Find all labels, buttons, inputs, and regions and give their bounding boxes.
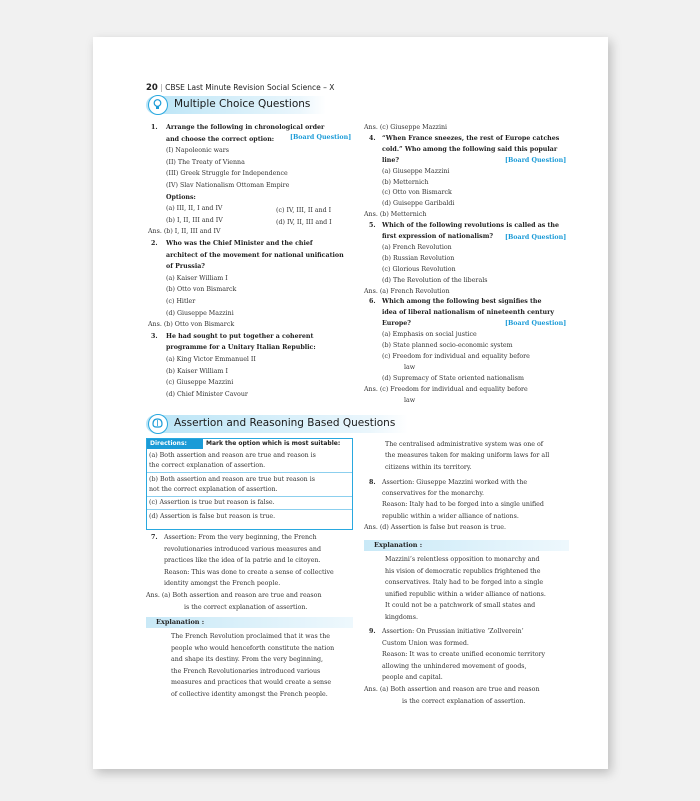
question-line: programme for a Unitary Italian Republic: — [166, 344, 316, 352]
arb-section-title: Assertion and Reasoning Based Questions — [174, 417, 396, 429]
explanation-line: the French Revolutionaries introduced various — [171, 667, 321, 675]
q1-option-d: (d) IV, II, III and I — [276, 219, 332, 226]
question-line: line? — [382, 156, 400, 164]
assertion-line: is the correct explanation of assertion. — [402, 697, 526, 705]
question-line: (b) Otto von Bismarck — [166, 286, 237, 294]
direction-option: (b) Both assertion and reason are true but reason is — [149, 476, 315, 483]
assertion-line: Ans. (a) Both assertion and reason are true and reason — [146, 592, 322, 599]
explanation-line: The French Revolution proclaimed that it was the — [171, 633, 330, 640]
question-line: cold.” Who among the following said this popular — [382, 145, 558, 153]
question-line: law — [404, 363, 416, 371]
question-line: (a) Kaiser William I — [166, 274, 228, 282]
assertion-line: Reason: Italy had to be forged into a single unified — [382, 501, 544, 509]
question-line: (III) Greek Struggle for Independence — [166, 170, 288, 178]
question-line: (d) Guiseppe Garibaldi — [382, 200, 455, 208]
page-number: 20 — [146, 83, 158, 93]
assertion-line: Reason: It was to create unified economic territory — [382, 651, 546, 659]
explanation-line: measures and practices that would create a sense — [171, 679, 332, 687]
question-line: (d) Chief Minister Cavour — [166, 390, 248, 398]
assertion-line: 7. — [151, 534, 158, 541]
brain-icon — [148, 414, 168, 434]
question-line: Ans. (c) Giuseppe Mazzini — [364, 124, 448, 131]
directions-text: Mark the option which is most suitable: — [206, 440, 341, 447]
bulb-icon — [148, 95, 168, 115]
assertion-line: Custom Union was formed. — [382, 639, 469, 647]
direction-option: not the correct explanation of assertion. — [149, 486, 278, 493]
question-line: (a) Giuseppe Mazzini — [382, 167, 450, 175]
assertion-line: identity amongst the French people. — [164, 580, 281, 588]
explanation-line: unified republic within a wider alliance of nations. — [385, 590, 546, 598]
mcq-section-header — [146, 96, 326, 114]
explanation-line: conservatives. Italy had to be forged into a single — [385, 579, 544, 586]
assertion-line: Reason: This was done to create a sense of collective — [164, 568, 334, 576]
question-line: Ans. (b) I, II, III and IV — [148, 228, 221, 236]
question-line: (c) Freedom for individual and equality before — [382, 352, 530, 360]
question-line: (b) Russian Revolution — [382, 254, 455, 262]
board-question-tag: [Board Question] — [290, 134, 352, 141]
question-line: (b) Metternich — [382, 178, 429, 186]
explanation-line: the measures taken for making uniform laws for all — [385, 452, 550, 460]
question-line: first expression of nationalism? — [382, 233, 494, 240]
question-line: 6. — [369, 298, 376, 306]
question-line: law — [404, 396, 416, 404]
assertion-line: practices like the idea of la patrie and le citoyen. — [164, 557, 321, 565]
question-line: Ans. (c) Freedom for individual and equality before — [364, 385, 528, 393]
assertion-line: Ans. (d) Assertion is false but reason is true. — [364, 523, 506, 531]
question-line: (d) Supremacy of State oriented nationalism — [382, 374, 524, 382]
explanation-bar — [364, 540, 569, 551]
direction-option: (d) Assertion is false but reason is true. — [149, 513, 276, 520]
explanation-bar — [146, 617, 353, 628]
assertion-line: Assertion: On Prussian initiative ‘Zollverein’ — [382, 628, 524, 635]
explanation-line: and shape its destiny. From the very beginning, — [171, 656, 324, 664]
explanation-line: Mazzini’s relentless opposition to monarchy and — [385, 556, 540, 563]
explanation-line: It could not be a patchwork of small states and — [385, 602, 536, 609]
question-line: 1. — [151, 124, 158, 131]
arb-section-header — [146, 415, 408, 433]
board-question-tag: [Board Question] — [505, 234, 567, 241]
directions-box — [146, 438, 353, 530]
question-line: Arrange the following in chronological order — [166, 124, 325, 131]
explanation-line: citizens within its territory. — [385, 463, 472, 471]
question-line: 3. — [151, 332, 158, 340]
question-line: (a) King Victor Emmanuel II — [166, 356, 256, 363]
assertion-line: allowing the unhindered movement of goods, — [382, 662, 527, 670]
assertion-line: Assertion: Giuseppe Mazzini worked with the — [382, 479, 528, 486]
directions-divider — [147, 472, 352, 473]
mcq-section-title: Multiple Choice Questions — [174, 98, 311, 110]
question-line: (c) Giuseppe Mazzini — [166, 379, 234, 387]
question-line: “When France sneezes, the rest of Europe catches — [382, 134, 560, 142]
question-line: (a) Emphasis on social justice — [382, 331, 477, 339]
question-line: of Prussia? — [166, 263, 205, 271]
question-line: (b) I, II, III and IV — [166, 216, 223, 224]
question-line: He had sought to put together a coherent — [166, 332, 314, 340]
q1-option-c: (c) IV, III, II and I — [276, 207, 332, 214]
direction-option: (c) Assertion is true but reason is false. — [149, 499, 275, 506]
question-line: Options: — [166, 193, 196, 201]
question-line: (c) Otto von Bismarck — [382, 189, 452, 197]
question-line: 4. — [369, 134, 376, 142]
question-line: (c) Glorious Revolution — [382, 265, 456, 273]
explanation-line: kingdoms. — [385, 613, 418, 621]
board-question-tag: [Board Question] — [505, 157, 567, 164]
directions-label: Directions: — [147, 439, 203, 449]
question-line: architect of the movement for national unification — [166, 251, 344, 259]
question-line: (b) State planned socio-economic system — [382, 342, 513, 349]
assertion-line: republic within a wider alliance of nations. — [382, 512, 519, 520]
question-line: 2. — [151, 240, 158, 247]
question-line: Europe? — [382, 320, 411, 328]
question-line: idea of liberal nationalism of nineteenth century — [382, 309, 555, 317]
explanation-line: his vision of democratic republics frightened the — [385, 567, 541, 575]
directions-divider — [147, 509, 352, 510]
question-line: Which of the following revolutions is called as the — [382, 222, 560, 230]
question-line: and choose the correct option: — [166, 135, 275, 143]
question-line: Which among the following best signifies the — [382, 298, 542, 306]
question-line: (IV) Slav Nationalism Ottoman Empire — [166, 182, 290, 189]
explanation-line: of collective identity amongst the French people. — [171, 691, 328, 698]
assertion-line: Assertion: From the very beginning, the French — [164, 534, 317, 541]
book-page — [93, 37, 608, 769]
directions-divider — [147, 496, 352, 497]
assertion-line: conservatives for the monarchy. — [382, 490, 485, 498]
assertion-line: Ans. (a) Both assertion and reason are true and reason — [364, 686, 540, 693]
assertion-line: is the correct explanation of assertion. — [184, 603, 308, 611]
explanation-label: Explanation : — [374, 541, 423, 549]
assertion-line: people and capital. — [382, 674, 443, 682]
question-line: (d) Giuseppe Mazzini — [166, 309, 234, 317]
book-title: CBSE Last Minute Revision Social Science – X — [165, 83, 335, 92]
question-line: (d) The Revolution of the liberals — [382, 276, 488, 284]
assertion-line: 9. — [369, 628, 376, 635]
direction-option: (a) Both assertion and reason are true and reason is — [149, 452, 316, 459]
question-line: Ans. (b) Otto von Bismarck — [148, 321, 235, 329]
direction-option: the correct explanation of assertion. — [149, 462, 266, 469]
question-line: Ans. (b) Metternich — [364, 211, 427, 219]
explanation-line: people who would henceforth constitute the nation — [171, 644, 335, 652]
explanation-label: Explanation : — [156, 618, 205, 626]
question-line: (b) Kaiser William I — [166, 367, 229, 375]
question-line: (II) The Treaty of Vienna — [166, 158, 245, 166]
question-line: (a) French Revolution — [382, 243, 452, 251]
question-line: (c) Hitler — [166, 298, 196, 305]
question-line: Who was the Chief Minister and the chief — [166, 240, 313, 247]
explanation-line: The centralised administrative system was one of — [385, 441, 544, 448]
question-line: (I) Napoleonic wars — [166, 147, 230, 155]
question-line: 5. — [369, 222, 376, 230]
question-line: (a) III, II, I and IV — [166, 205, 223, 213]
question-line: Ans. (a) French Revolution — [364, 287, 450, 295]
board-question-tag: [Board Question] — [505, 320, 567, 327]
assertion-line: revolutionaries introduced various measures and — [164, 545, 322, 553]
running-header: 20 | CBSE Last Minute Revision Social Science – X — [146, 83, 335, 93]
assertion-line: 8. — [369, 479, 376, 486]
